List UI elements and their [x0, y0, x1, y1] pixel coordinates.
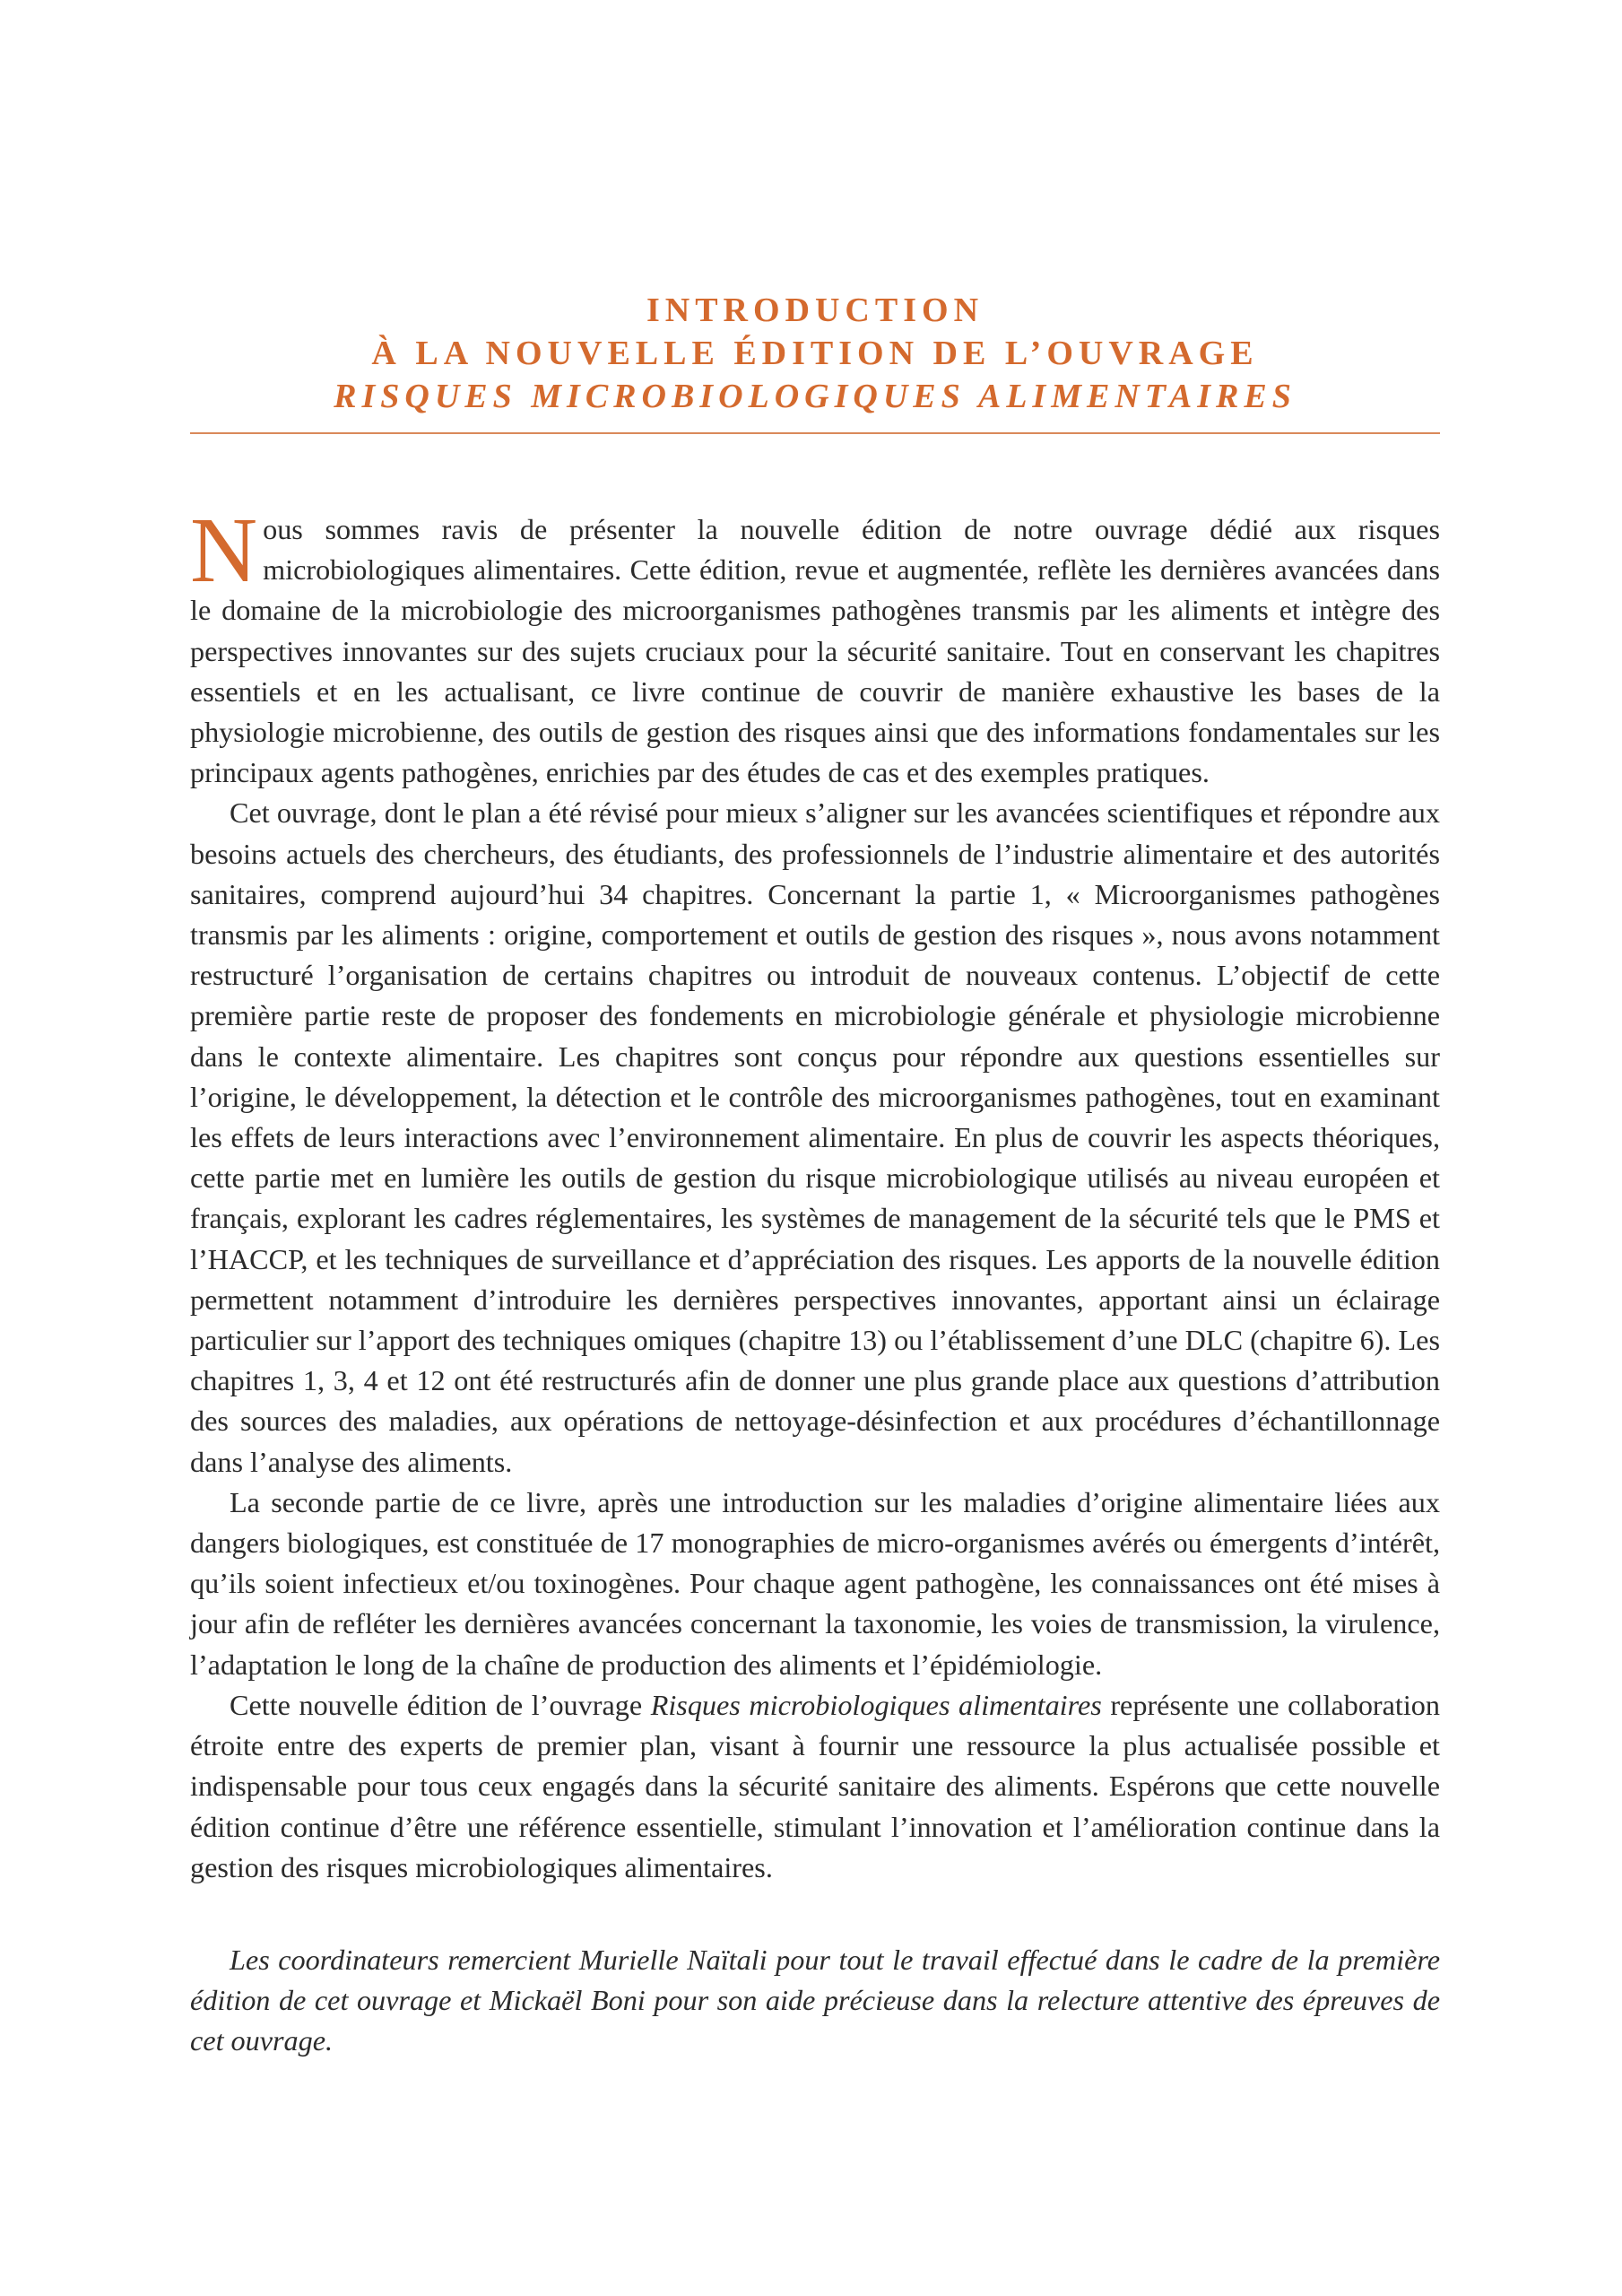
paragraph-1-text: ous sommes ravis de présenter la nouvelle édition de notre ouvrage dédié aux risques microbiologiques alimentaires. Cette édition, revue et augmentée, reflète les dernières avancées dans le domaine de la microbiologie des microorganismes pathogènes transmis par les aliments et intègre des perspectives innovantes sur des sujets cruciaux pour la sécurité sanitaire. Tout en conservant les chapitres essentiels et en les actualisant, ce livre continue de couvrir de manière exhaustive les bases de la physiologie microbienne, des outils de gestion des risques ainsi que des informations fondamentales sur les principaux agents pathogènes, enrichies par des études de cas et des exemples pratiques. [190, 513, 1440, 789]
title-line-3: RISQUES MICROBIOLOGIQUES ALIMENTAIRES [334, 378, 1297, 415]
paragraph-4-end: représente une collaboration étroite entre des experts de premier plan, visant à fournir une ressource la plus actualisée possible et indispensable pour tous ceux engagés dans la sécurité sanitaire des aliments. Espérons que cette nouvelle édition continue d’être une référence essentielle, stimulant l’innovation et l’amélioration continue dans la gestion des risques microbiologiques alimentaires. [190, 1688, 1440, 1883]
paragraph-2: Cet ouvrage, dont le plan a été révisé pour mieux s’aligner sur les avancées scientifiques et répondre aux besoins actuels des chercheurs, des étudiants, des professionnels de l’industrie alimentaire et des autorités sanitaires, comprend aujourd’hui 34 chapitres. Concernant la partie 1, « Microorganismes pathogènes transmis par les aliments : origine, comportement et outils de gestion des risques », nous avons notamment restructuré l’organisation de certains chapitres ou introduit de nouveaux contenus. L’objectif de cette première partie reste de proposer des fondements en microbiologie générale et physiologie microbienne dans le contexte alimentaire. Les chapitres sont conçus pour répondre aux questions essentielles sur l’origine, le développement, la détection et le contrôle des microorganismes pathogènes, tout en examinant les effets de leurs interactions avec l’environnement alimentaire. En plus de couvrir les aspects théoriques, cette partie met en lumière les outils de gestion du risque microbiologique utilisés au niveau européen et français, explorant les cadres réglementaires, les systèmes de management de la sécurité tels que le PMS et l’HACCP, et les techniques de surveillance et d’appréciation des risques. Les apports de la nouvelle édition permettent notamment d’introduire les dernières perspectives innovantes, apportant ainsi un éclairage particulier sur l’apport des techniques omiques (chapitre 13) ou l’établissement d’une DLC (chapitre 6). Les chapitres 1, 3, 4 et 12 ont été restructurés afin de donner une plus grande place aux questions d’attribution des sources des maladies, aux opérations de nettoyage-désinfection et aux procédures d’échantillonnage dans l’analyse des aliments. [190, 796, 1440, 1478]
page-content [190, 289, 1440, 2062]
acknowledgement: Les coordinateurs remercient Murielle Naïtali pour tout le travail effectué dans le cadre de la première édition de cet ouvrage et Mickaël Boni pour son aide précieuse dans la relecture attentive des épreuves de cet ouvrage. [190, 1943, 1440, 2057]
drop-cap: N [190, 499, 258, 602]
title-line-1: INTRODUCTION [646, 291, 984, 329]
paragraph-4 [190, 1685, 1440, 1888]
title-line-2: À LA NOUVELLE ÉDITION DE L’OUVRAGE [371, 335, 1259, 372]
chapter-title [190, 289, 1440, 418]
paragraph-1 [190, 499, 1440, 793]
paragraph-3: La seconde partie de ce livre, après une introduction sur les maladies d’origine alimentaire liées aux dangers biologiques, est constituée de 17 monographies de micro-organismes avérés ou émergents d’intérêt, qu’ils soient infectieux et/ou toxinogènes. Pour chaque agent pathogène, les connaissances ont été mises à jour afin de refléter les dernières avancées concernant la taxonomie, les voies de transmission, la virulence, l’adaptation le long de la chaîne de production des aliments et l’épidémiologie. [190, 1485, 1440, 1681]
book-title-italic: Risques microbiologiques alimentaires [650, 1688, 1102, 1721]
body-text [190, 499, 1440, 1888]
title-divider [190, 432, 1440, 434]
paragraph-4-start: Cette nouvelle édition de l’ouvrage [230, 1688, 651, 1721]
